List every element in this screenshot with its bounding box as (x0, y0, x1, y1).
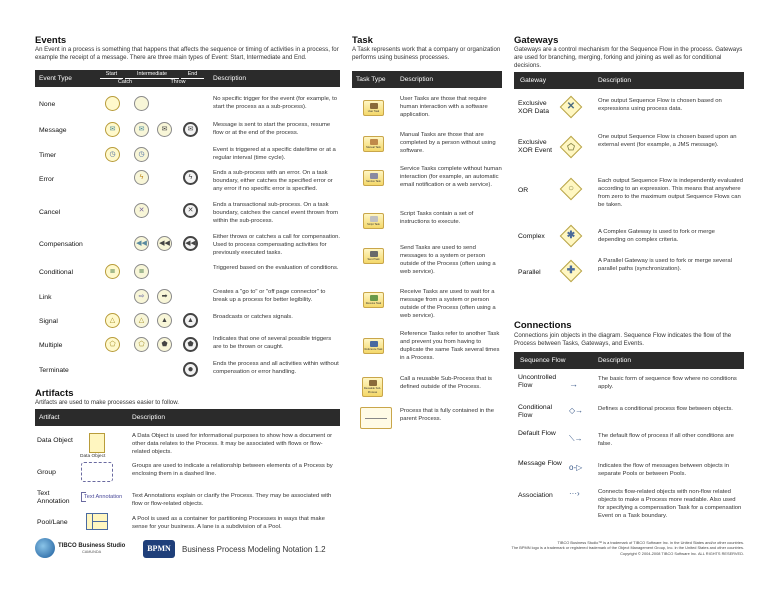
group-icon (81, 462, 113, 482)
cancel-end-event-icon: ✕ (183, 203, 198, 218)
flow-name-uncontrolled: Uncontrolled Flow (518, 374, 557, 390)
multiple-start-event-icon: ⬠ (105, 337, 120, 352)
or-gateway-icon: ○ (560, 178, 583, 201)
task-desc-manual: Manual Tasks are those that are completed by a person without using software. (400, 132, 496, 155)
cancel-catch-event-icon: ✕ (134, 203, 149, 218)
gateway-name-or: OR (518, 187, 529, 194)
script-task-icon: Script Task (363, 213, 384, 229)
text-annotation-label: Text Annotation (84, 494, 123, 500)
default-flow-arrow-icon: ⟍→ (569, 434, 583, 443)
footer-legal-line-3: Copyright © 2004-2008 TIBCO Software Inc. ALL RIGHTS RESERVED. (620, 550, 744, 556)
event-desc-message: Message is sent to start the process, resume flow or at the end of the process. (213, 122, 331, 137)
task-desc-user: User Tasks are those that require human interaction with a software application. (400, 96, 488, 119)
uncontrolled-flow-arrow-icon: → (569, 379, 578, 389)
footer-legal-line-2: The BPMN logo is a trademark or registered trademark of the Object Management Group, Inc. in the United States and other countries. (511, 545, 744, 551)
event-name-signal: Signal (39, 318, 58, 325)
gateway-desc-parallel: A Parallel Gateway is used to fork or merge several parallel paths (synchronization). (598, 258, 732, 273)
event-name-error: Error (39, 176, 55, 183)
timer-start-event-icon: ◷ (105, 147, 120, 162)
gateways-description-header: Description (598, 77, 631, 84)
error-catch-event-icon: ϟ (134, 170, 149, 185)
task-desc-embedded-subprocess: Process that is fully contained in the parent Process. (400, 408, 494, 423)
event-desc-multiple: Indicates that one of several possible triggers are to be thrown or caught. (213, 336, 332, 351)
event-desc-error: Ends a sub-process with an error. On a task boundary, either catches the specified error or any error if no specific error is specified. (213, 170, 333, 193)
reference-task-icon: Reference Task (363, 338, 384, 354)
events-title: Events (35, 35, 67, 46)
data-object-label: Data Object (80, 454, 106, 459)
conditional-intermediate-event-icon: ≣ (134, 264, 149, 279)
event-desc-none: No specific trigger for the event (for example, to start the process as a sub-process). (213, 96, 338, 111)
event-desc-signal: Broadcasts or catches signals. (213, 314, 293, 320)
event-desc-conditional: Triggered based on the evaluation of conditions. (213, 265, 339, 271)
event-desc-timer: Event is triggered at a specific date/time or at a regular interval (time cycle). (213, 147, 336, 162)
start-header: Start (100, 71, 123, 79)
artifact-name-group: Group (37, 469, 56, 476)
timer-intermediate-event-icon: ◷ (134, 147, 149, 162)
gateway-name-xor-data: Exclusive XOR Data (518, 100, 549, 116)
event-name-none: None (39, 101, 56, 108)
event-name-conditional: Conditional (39, 269, 74, 276)
artifact-desc-text-annotation: Text Annotations explain or clarify the Process. They may be associated with flow or flow-related objects. (132, 493, 332, 508)
footer-brand-sub: CAMUNDA (82, 550, 102, 554)
flow-desc-default: The default flow of process if all other conditions are false. (598, 433, 734, 448)
event-desc-link: Creates a "go to" or "off page connector" to break up a process for better legibility. (213, 289, 326, 304)
flow-name-association: Association (518, 492, 553, 499)
flow-desc-uncontrolled: The basic form of sequence flow where no conditions apply. (598, 376, 737, 391)
gateway-name-parallel: Parallel (518, 269, 541, 276)
terminate-end-event-icon: ● (183, 362, 198, 377)
flow-name-default: Default Flow (518, 430, 556, 437)
task-title: Task (352, 35, 373, 46)
artifact-name-data-object: Data Object (37, 437, 73, 444)
task-type-header: Task Type (356, 76, 386, 83)
event-name-compensation: Compensation (39, 241, 83, 248)
manual-task-icon: Manual Task (363, 136, 384, 152)
pool-lane-icon (86, 513, 108, 530)
embedded-subprocess-icon (360, 407, 392, 429)
signal-end-event-icon: ▲ (183, 313, 198, 328)
compensation-throw-event-icon: ◀◀ (157, 236, 172, 251)
gateway-header: Gateway (520, 77, 547, 84)
send-task-icon: Send Task (363, 248, 384, 264)
event-name-timer: Timer (39, 152, 57, 159)
event-name-terminate: Terminate (39, 367, 69, 374)
flow-name-conditional: Conditional Flow (518, 404, 553, 420)
event-name-message: Message (39, 127, 67, 134)
artifact-desc-data-object: A Data Object is used for informational purposes to show how a document or other data relates to the Process. It may be associated with flows or flow-related objects. (132, 433, 333, 456)
event-name-multiple: Multiple (39, 342, 63, 349)
artifacts-description-header: Description (132, 414, 165, 421)
footer-brand: TIBCO Business Studio (58, 543, 126, 549)
connections-intro: Connections join objects in the diagram. Sequence Flow indicates the flow of the Process between Tasks, Gateways, and Events. (514, 332, 732, 348)
gateway-desc-or: Each output Sequence Flow is independently evaluated according to an expression. This means that anywhere from zero to the maximum output Sequence Flows can be taken. (598, 178, 744, 209)
artifact-header: Artifact (39, 414, 60, 421)
sequence-flow-header: Sequence Flow (520, 357, 566, 364)
multiple-throw-event-icon: ⬟ (157, 337, 172, 352)
parallel-gateway-icon: ✚ (560, 260, 583, 283)
intermediate-header: Intermediate (125, 71, 179, 79)
gateway-desc-complex: A Complex Gateway is used to fork or merge depending on complex criteria. (598, 229, 715, 244)
task-desc-reusable-subprocess: Call a reusable Sub-Process that is defined outside of the Process. (400, 376, 493, 391)
events-intro: An Event in a process is something that happens that affects the sequence or timing of activities in a process, for example the receipt of a message. There are three main types of Event: Start, Intermediate and End. (35, 46, 339, 62)
event-desc-terminate: Ends the process and all activities within without compensation or error handling. (213, 361, 339, 376)
task-desc-receive: Receive Tasks are used to wait for a message from a system or person outside of the Process (often using a web service). (400, 289, 496, 320)
catch-header: Catch (117, 79, 133, 85)
gateway-name-complex: Complex (518, 233, 545, 240)
event-desc-cancel: Ends a transactional sub-process. On a task boundary, catches the cancel event thrown from within the sub-process. (213, 202, 338, 225)
user-task-icon: User Task (363, 100, 384, 116)
reusable-subprocess-icon: Reusable Sub-Process (362, 377, 383, 397)
signal-start-event-icon: △ (105, 313, 120, 328)
gateway-name-xor-event: Exclusive XOR Event (518, 139, 552, 155)
footer-legal-line-1: TIBCO Business Studio™ is a trademark of TIBCO Software Inc. in the United States and/or other countries. (557, 540, 744, 545)
none-intermediate-event-icon (134, 96, 149, 111)
artifacts-intro: Artifacts are used to make processes easier to follow. (35, 399, 179, 406)
message-catch-event-icon: ✉ (134, 122, 149, 137)
event-name-cancel: Cancel (39, 209, 61, 216)
flow-name-message: Message Flow (518, 460, 562, 467)
multiple-end-event-icon: ⬟ (183, 337, 198, 352)
exclusive-xor-event-gateway-icon: ⬠ (560, 136, 583, 159)
message-start-event-icon: ✉ (105, 122, 120, 137)
complex-gateway-icon: ✱ (560, 225, 583, 248)
artifact-name-pool-lane: Pool/Lane (37, 519, 68, 526)
task-description-header: Description (400, 76, 433, 83)
footer-legal (390, 540, 744, 556)
artifact-desc-pool-lane: A Pool is used as a container for partitioning Processes in ways that make sense for your business. A lane is a subdivision of a Pool. (132, 516, 325, 531)
receive-task-icon: Receive Task (363, 292, 384, 308)
compensation-catch-event-icon: ◀◀ (134, 236, 149, 251)
signal-catch-event-icon: △ (134, 313, 149, 328)
service-task-icon: Service Task (363, 170, 384, 186)
gateways-intro: Gateways are a control mechanism for the Sequence Flow in the process. Gateways are used for branching, merging, forking and joining as well as for conditional decisions. (514, 46, 743, 70)
connections-description-header: Description (598, 357, 631, 364)
message-flow-arrow-icon: o-▷ (569, 463, 583, 472)
artifacts-title: Artifacts (35, 388, 74, 399)
exclusive-xor-data-gateway-icon: ✕ (560, 96, 583, 119)
signal-throw-event-icon: ▲ (157, 313, 172, 328)
message-throw-event-icon: ✉ (157, 122, 172, 137)
association-arrow-icon: ···› (569, 489, 580, 498)
flow-desc-message: Indicates the flow of messages between objects in separate Pools or between Pools. (598, 463, 729, 478)
connections-title: Connections (514, 320, 572, 331)
message-end-event-icon: ✉ (183, 122, 198, 137)
end-header: End (181, 71, 204, 79)
event-desc-compensation: Either throws or catches a call for compensation. Used to process compensating activities for previously executed tasks. (213, 234, 341, 257)
artifact-desc-group: Groups are used to indicate a relationship between elements of a Process by enclosing them in a dashed line. (132, 463, 333, 478)
multiple-catch-event-icon: ⬠ (134, 337, 149, 352)
link-catch-event-icon: ⇨ (134, 289, 149, 304)
event-name-link: Link (39, 294, 52, 301)
error-end-event-icon: ϟ (183, 170, 198, 185)
bpmn-logo: BPMN (143, 540, 175, 558)
data-object-icon (89, 433, 105, 453)
gateways-title: Gateways (514, 35, 559, 46)
artifacts-table-header (35, 409, 340, 426)
task-desc-send: Send Tasks are used to send messages to a system or person outside of the Process (often using a web service). (400, 245, 496, 276)
gateway-desc-xor-data: One output Sequence Flow is chosen based on expressions using process data. (598, 98, 722, 113)
events-description-header: Description (213, 75, 246, 82)
link-throw-event-icon: ➡ (157, 289, 172, 304)
gateway-desc-xor-event: One output Sequence Flow is chosen based upon an external event (for example, a JMS message). (598, 134, 737, 149)
task-intro: A Task represents work that a company or organization performs using business processes. (352, 46, 501, 62)
conditional-flow-arrow-icon: ◇→ (569, 406, 584, 415)
tibco-logo-icon (35, 538, 55, 558)
task-desc-reference: Reference Tasks refer to another Task and prevent you from having to duplicate the same Task several times in a Process. (400, 331, 500, 362)
task-desc-service: Service Tasks complete without human interaction (for example, an automatic email notification or a web service). (400, 166, 502, 189)
compensation-end-event-icon: ◀◀ (183, 236, 198, 251)
event-type-header: Event Type (39, 75, 72, 82)
flow-desc-association: Connects flow-related objects with non-flow related objects to make a Process more readable. Also used for specifying a compensation Task for a compensation Event on a Task boundary. (598, 489, 742, 520)
conditional-start-event-icon: ≣ (105, 264, 120, 279)
throw-header: Throw (170, 79, 186, 85)
task-desc-script: Script Tasks contain a set of instructions to execute. (400, 211, 474, 226)
none-start-event-icon (105, 96, 120, 111)
footer-title: Business Process Modeling Notation 1.2 (182, 545, 326, 554)
artifact-name-text-annotation: Text Annotation (37, 490, 70, 506)
flow-desc-conditional: Defines a conditional process flow between objects. (598, 406, 733, 412)
